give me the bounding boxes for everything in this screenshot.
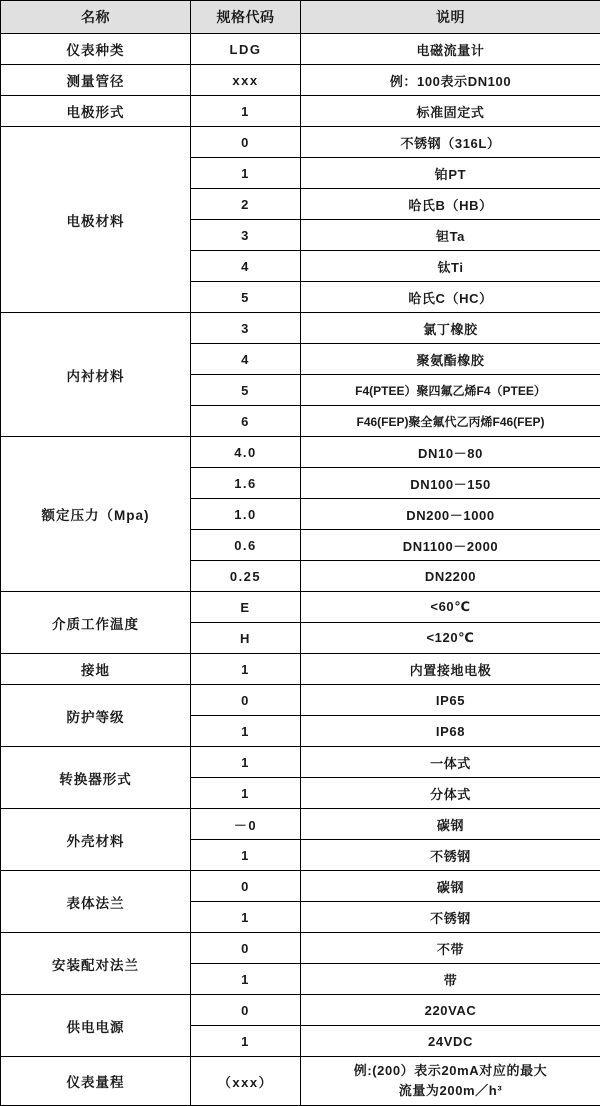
row-desc-cell: 内置接地电极	[301, 654, 600, 685]
row-desc-cell: F46(FEP)聚全氟代乙丙烯F46(FEP)	[301, 406, 600, 437]
row-code-cell: E	[191, 592, 301, 623]
row-code-cell: 1	[191, 747, 301, 778]
row-code-cell: 1	[191, 1026, 301, 1057]
row-code-cell: 0	[191, 995, 301, 1026]
row-name-cell: 表体法兰	[1, 871, 191, 933]
row-name-cell: 安装配对法兰	[1, 933, 191, 995]
row-code-cell: 3	[191, 313, 301, 344]
row-name-cell: 外壳材料	[1, 809, 191, 871]
row-code-cell: 0	[191, 127, 301, 158]
row-code-cell: 1	[191, 964, 301, 995]
row-code-cell: LDG	[191, 34, 301, 65]
row-desc-cell: 例：100表示DN100	[301, 65, 600, 96]
row-desc-cell: 带	[301, 964, 600, 995]
row-code-cell: 0	[191, 685, 301, 716]
row-desc-cell: DN100－150	[301, 468, 600, 499]
desc-line: 流量为200m／h³	[303, 1081, 598, 1101]
row-desc-cell: DN200－1000	[301, 499, 600, 530]
row-code-cell: 2	[191, 189, 301, 220]
row-code-cell: 0.6	[191, 530, 301, 561]
row-code-cell: 1	[191, 902, 301, 933]
row-code-cell: 1	[191, 158, 301, 189]
row-desc-cell: 分体式	[301, 778, 600, 809]
header-desc: 说明	[301, 1, 600, 34]
table-row	[1, 34, 600, 65]
desc-multiline	[301, 1057, 600, 1105]
row-desc-cell: 24VDC	[301, 1026, 600, 1057]
table-row	[1, 437, 600, 468]
row-code-cell: 1	[191, 96, 301, 127]
row-code-cell: 0.25	[191, 561, 301, 592]
row-desc-cell: 不锈钢	[301, 840, 600, 871]
row-code-cell: 4	[191, 344, 301, 375]
table-row	[1, 96, 600, 127]
row-code-cell: 1.6	[191, 468, 301, 499]
table-body	[1, 34, 600, 1106]
row-desc-cell: 钽Ta	[301, 220, 600, 251]
row-code-cell: （xxx）	[191, 1057, 301, 1106]
row-desc-cell: 标准固定式	[301, 96, 600, 127]
row-code-cell: 1.0	[191, 499, 301, 530]
row-code-cell: 5	[191, 282, 301, 313]
table-row	[1, 933, 600, 964]
row-code-cell: 6	[191, 406, 301, 437]
table-row	[1, 809, 600, 840]
row-desc-cell: 电磁流量计	[301, 34, 600, 65]
row-desc-cell: IP65	[301, 685, 600, 716]
row-code-cell: 1	[191, 654, 301, 685]
row-name-cell: 介质工作温度	[1, 592, 191, 654]
row-desc-cell: F4(PTEE）聚四氟乙烯F4（PTEE）	[301, 375, 600, 406]
row-desc-cell: DN10－80	[301, 437, 600, 468]
table-row	[1, 592, 600, 623]
table-row	[1, 127, 600, 158]
row-desc-cell: <120℃	[301, 623, 600, 654]
row-code-cell: 1	[191, 716, 301, 747]
table-row	[1, 65, 600, 96]
row-desc-cell: 哈氏B（HB）	[301, 189, 600, 220]
row-code-cell: －0	[191, 809, 301, 840]
row-desc-cell: <60℃	[301, 592, 600, 623]
row-desc-cell: 一体式	[301, 747, 600, 778]
row-code-cell: 5	[191, 375, 301, 406]
row-code-cell: 4	[191, 251, 301, 282]
row-name-cell: 仪表量程	[1, 1057, 191, 1106]
row-desc-cell: 220VAC	[301, 995, 600, 1026]
row-code-cell: 0	[191, 933, 301, 964]
table-row	[1, 747, 600, 778]
row-code-cell: 0	[191, 871, 301, 902]
header-row	[1, 1, 600, 34]
header-name: 名称	[1, 1, 191, 34]
table-row	[1, 871, 600, 902]
row-desc-cell: IP68	[301, 716, 600, 747]
row-code-cell: H	[191, 623, 301, 654]
row-desc-cell: DN1100－2000	[301, 530, 600, 561]
row-desc-cell: 聚氨酯橡胶	[301, 344, 600, 375]
row-desc-cell: 铂PT	[301, 158, 600, 189]
table-row	[1, 1057, 600, 1106]
row-name-cell: 测量管径	[1, 65, 191, 96]
table-row	[1, 995, 600, 1026]
header-code: 规格代码	[191, 1, 301, 34]
table-row	[1, 685, 600, 716]
row-name-cell: 电极形式	[1, 96, 191, 127]
table-row	[1, 313, 600, 344]
row-name-cell: 供电电源	[1, 995, 191, 1057]
row-name-cell: 额定压力（Mpa)	[1, 437, 191, 592]
row-name-cell: 内衬材料	[1, 313, 191, 437]
row-desc-cell: 不锈钢（316L）	[301, 127, 600, 158]
row-desc-cell	[301, 1057, 600, 1106]
row-desc-cell: 不锈钢	[301, 902, 600, 933]
row-desc-cell: 哈氏C（HC）	[301, 282, 600, 313]
row-code-cell: xxx	[191, 65, 301, 96]
row-name-cell: 防护等级	[1, 685, 191, 747]
table-row	[1, 654, 600, 685]
row-name-cell: 接地	[1, 654, 191, 685]
row-name-cell: 转换器形式	[1, 747, 191, 809]
row-desc-cell: 碳钢	[301, 809, 600, 840]
row-code-cell: 4.0	[191, 437, 301, 468]
row-desc-cell: DN2200	[301, 561, 600, 592]
row-code-cell: 1	[191, 840, 301, 871]
row-desc-cell: 氯丁橡胶	[301, 313, 600, 344]
row-desc-cell: 不带	[301, 933, 600, 964]
row-name-cell: 电极材料	[1, 127, 191, 313]
row-code-cell: 3	[191, 220, 301, 251]
desc-line: 例:(200）表示20mA对应的最大	[303, 1061, 598, 1081]
table-header	[1, 1, 600, 34]
row-desc-cell: 钛Ti	[301, 251, 600, 282]
row-desc-cell: 碳钢	[301, 871, 600, 902]
row-name-cell: 仪表种类	[1, 34, 191, 65]
row-code-cell: 1	[191, 778, 301, 809]
